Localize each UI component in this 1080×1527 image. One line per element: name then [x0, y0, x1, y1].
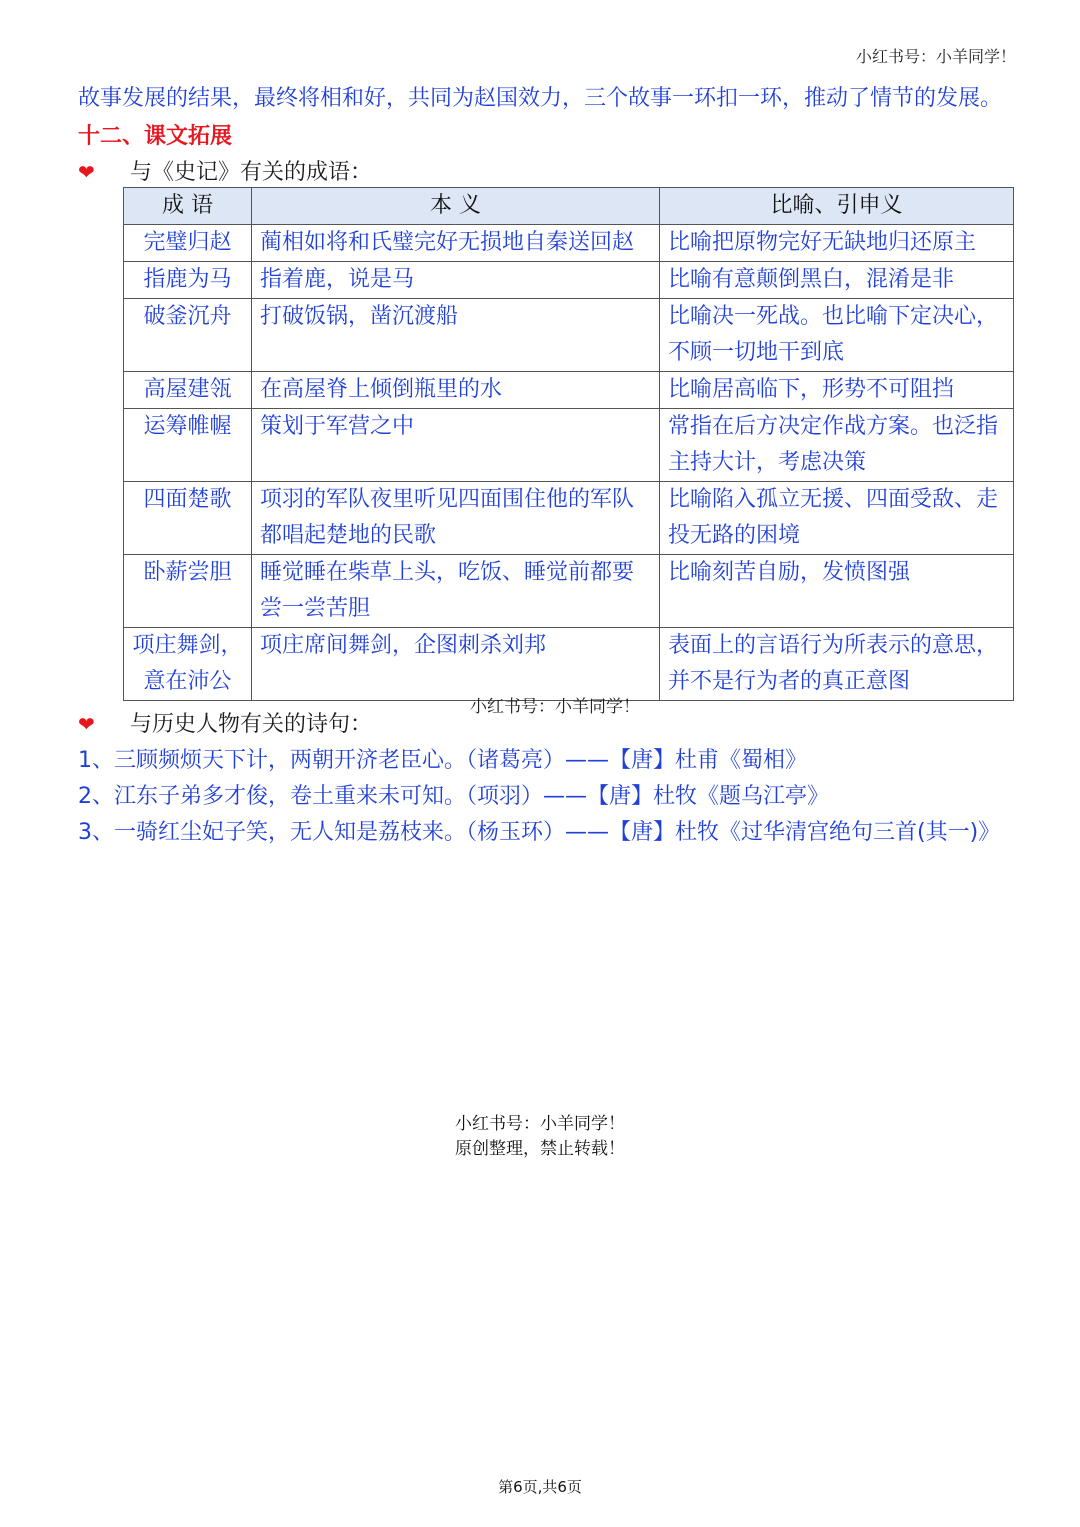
bullet-poems — [78, 709, 372, 740]
poem-line: 1、三顾频烦天下计，两朝开济老臣心。（诸葛亮）——【唐】杜甫《蜀相》 — [78, 748, 807, 773]
figurative-meaning-cell: 比喻决一死战。也比喻下定决心，不顾一切地干到底 — [660, 299, 1014, 372]
idiom-cell: 完璧归赵 — [124, 225, 252, 262]
column-header: 成 语 — [124, 188, 252, 225]
literal-meaning-cell: 策划于军营之中 — [252, 409, 660, 482]
idiom-cell: 四面楚歌 — [124, 482, 252, 555]
page-number: 第6页,共6页 — [498, 1478, 582, 1496]
header-watermark: 小红书号：小羊同学！ — [855, 47, 1016, 66]
table-row — [124, 409, 1014, 482]
literal-meaning-cell: 蔺相如将和氏璧完好无损地自秦送回赵 — [252, 225, 660, 262]
footer-watermark-line: 原创整理，禁止转载！ — [455, 1139, 625, 1159]
table-row — [124, 225, 1014, 262]
poem-line: 2、江东子弟多才俊，卷土重来未可知。（项羽）——【唐】杜牧《题乌江亭》 — [78, 784, 829, 809]
footer-watermark — [0, 1112, 1080, 1162]
table-row — [124, 262, 1014, 299]
bullet-idioms-text: 与《史记》有关的成语： — [130, 160, 373, 185]
literal-meaning-cell: 项庄席间舞剑，企图刺杀刘邦 — [252, 628, 660, 701]
mid-watermark: 小红书号：小羊同学！ — [470, 697, 640, 717]
footer-watermark-line: 小红书号：小羊同学！ — [455, 1114, 625, 1134]
literal-meaning-cell: 睡觉睡在柴草上头，吃饭、睡觉前都要尝一尝苦胆 — [252, 555, 660, 628]
idiom-cell: 运筹帷幄 — [124, 409, 252, 482]
figurative-meaning-cell: 表面上的言语行为所表示的意思，并不是行为者的真正意图 — [660, 628, 1014, 701]
idiom-cell: 破釜沉舟 — [124, 299, 252, 372]
table-row — [124, 372, 1014, 409]
idiom-table — [123, 187, 1014, 701]
bullet-poems-text: 与历史人物有关的诗句： — [130, 712, 373, 737]
figurative-meaning-cell: 比喻把原物完好无缺地归还原主 — [660, 225, 1014, 262]
bullet-idioms — [78, 157, 372, 188]
intro-paragraph: 故事发展的结果，最终将相和好，共同为赵国效力，三个故事一环扣一环，推动了情节的发展。 — [78, 86, 1003, 111]
figurative-meaning-cell: 常指在后方决定作战方案。也泛指主持大计，考虑决策 — [660, 409, 1014, 482]
column-header: 比喻、引申义 — [660, 188, 1014, 225]
heart-icon: ❤ — [78, 712, 95, 736]
literal-meaning-cell: 指着鹿，说是马 — [252, 262, 660, 299]
literal-meaning-cell: 打破饭锅，凿沉渡船 — [252, 299, 660, 372]
heart-icon: ❤ — [78, 160, 95, 184]
idiom-cell: 高屋建瓴 — [124, 372, 252, 409]
figurative-meaning-cell: 比喻陷入孤立无援、四面受敌、走投无路的困境 — [660, 482, 1014, 555]
table-row — [124, 482, 1014, 555]
poem-line: 3、一骑红尘妃子笑，无人知是荔枝来。（杨玉环）——【唐】杜牧《过华清宫绝句三首(其一)》 — [78, 820, 1001, 845]
table-row — [124, 299, 1014, 372]
literal-meaning-cell: 项羽的军队夜里听见四面围住他的军队都唱起楚地的民歌 — [252, 482, 660, 555]
table-header-row — [124, 188, 1014, 225]
table-row — [124, 555, 1014, 628]
figurative-meaning-cell: 比喻居高临下，形势不可阻挡 — [660, 372, 1014, 409]
idiom-cell: 项庄舞剑，意在沛公 — [124, 628, 252, 701]
column-header: 本 义 — [252, 188, 660, 225]
idiom-cell: 卧薪尝胆 — [124, 555, 252, 628]
figurative-meaning-cell: 比喻有意颠倒黑白，混淆是非 — [660, 262, 1014, 299]
idiom-cell: 指鹿为马 — [124, 262, 252, 299]
section-title: 十二、课文拓展 — [78, 124, 233, 149]
figurative-meaning-cell: 比喻刻苦自励，发愤图强 — [660, 555, 1014, 628]
table-row — [124, 628, 1014, 701]
literal-meaning-cell: 在高屋脊上倾倒瓶里的水 — [252, 372, 660, 409]
